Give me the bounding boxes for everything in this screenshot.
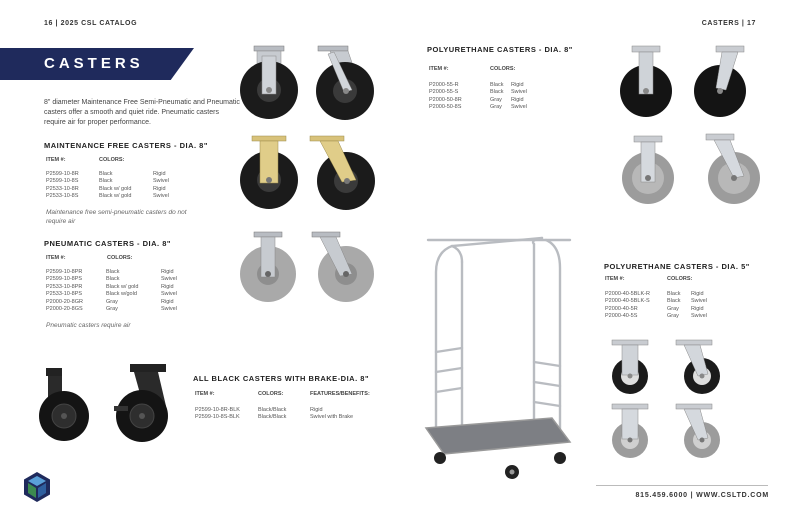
item-number: P2000-55-R <box>429 82 459 88</box>
maintenance-item-header: ITEM #: <box>46 157 66 163</box>
item-type: Rigid <box>161 269 174 275</box>
poly8-section-title: POLYURETHANE CASTERS - DIA. 8" <box>427 45 573 54</box>
item-color: Black <box>99 178 113 185</box>
poly5-section-title: POLYURETHANE CASTERS - DIA. 5" <box>604 262 750 271</box>
item-number: P2000-20-8GR <box>46 298 83 305</box>
table-row <box>605 291 707 298</box>
table-row <box>46 276 177 283</box>
brake-features-header: FEATURES/BENEFITS: <box>310 391 370 397</box>
item-number: P2000-40-5R <box>605 305 638 312</box>
item-color: Black/Black <box>258 407 287 413</box>
pneumatic-item-header: ITEM #: <box>46 255 66 261</box>
pneumatic-colors-header: COLORS: <box>107 255 133 261</box>
caster-image-poly8-gray-swivel <box>700 134 762 208</box>
caster-image-poly5-black-rigid <box>608 340 652 396</box>
item-color: Gray <box>490 96 502 103</box>
caster-image-poly8-black-rigid <box>622 46 680 120</box>
brake-item-header: ITEM #: <box>195 391 215 397</box>
item-type: Swivel <box>511 104 527 111</box>
item-number: P2599-10-8PS <box>46 276 83 283</box>
item-type: Swivel <box>691 298 707 305</box>
item-number: P2000-55-S <box>429 89 459 96</box>
table-row <box>46 284 177 291</box>
caster-image-gray-rigid <box>234 232 302 304</box>
table-row <box>605 298 707 305</box>
item-color: Black <box>490 82 504 88</box>
item-color: Black w/ gold <box>106 283 139 290</box>
item-type: Rigid <box>161 298 174 305</box>
item-color: Black <box>667 291 681 297</box>
table-row <box>605 306 707 313</box>
csl-logo-icon <box>22 472 52 502</box>
table-row <box>195 414 353 421</box>
footer-divider <box>596 485 768 486</box>
item-color: Black/Black <box>258 414 287 421</box>
poly8-colors-header: COLORS: <box>490 66 516 72</box>
page-header-left: 16 | 2025 CSL CATALOG <box>44 20 138 27</box>
item-color: Gray <box>490 104 502 111</box>
item-type: Swivel <box>153 178 169 185</box>
caster-image-poly8-gray-rigid <box>624 136 682 208</box>
pneumatic-section-title: PNEUMATIC CASTERS - DIA. 8" <box>44 239 171 248</box>
maintenance-colors-header: COLORS: <box>99 157 125 163</box>
item-color: Gray <box>106 306 118 313</box>
item-color: Gray <box>106 298 118 305</box>
caster-image-gold-swivel <box>308 136 378 210</box>
item-type: Rigid <box>153 171 166 177</box>
item-color: Black w/ gold <box>99 193 132 200</box>
item-number: P2599-10-8S <box>46 178 79 185</box>
item-number: P2533-10-8S <box>46 193 79 200</box>
item-number: P2533-10-8PR <box>46 283 83 290</box>
item-color: Black w/ gold <box>99 185 132 192</box>
item-type: Swivel <box>691 313 707 320</box>
caster-image-black-swivel <box>308 46 378 120</box>
luggage-cart-image <box>422 232 574 488</box>
item-color: Black <box>667 298 681 305</box>
poly5-item-header: ITEM #: <box>605 276 625 282</box>
item-type: Swivel with Brake <box>310 414 354 421</box>
item-type: Rigid <box>511 96 524 103</box>
caster-image-poly8-black-swivel <box>692 46 754 120</box>
item-number: P2533-10-8PS <box>46 291 83 298</box>
brake-section-title: ALL BLACK CASTERS WITH BRAKE-DIA. 8" <box>193 374 369 383</box>
item-color: Gray <box>667 313 679 320</box>
page-header-right: CASTERS | 17 <box>701 20 756 27</box>
table-row <box>429 97 527 104</box>
footer-contact: 815.459.6000 | WWW.CSLTD.COM <box>635 492 769 499</box>
caster-image-all-black-rigid <box>38 368 100 446</box>
item-color: Black <box>106 269 120 275</box>
item-type: Swivel <box>161 276 177 283</box>
item-type: Rigid <box>310 407 323 413</box>
caster-image-poly5-gray-swivel <box>672 404 720 460</box>
table-row <box>195 407 353 414</box>
item-color: Black w/gold <box>106 291 137 298</box>
pneumatic-note: Pneumatic casters require air <box>46 322 131 329</box>
table-row <box>46 291 177 298</box>
caster-image-poly5-black-swivel <box>672 340 720 396</box>
table-row <box>605 313 707 320</box>
item-number: P2599-10-8R <box>46 171 79 177</box>
item-type: Rigid <box>691 305 704 312</box>
item-type: Swivel <box>161 306 177 313</box>
table-row <box>46 178 169 185</box>
item-number: P2000-50-8R <box>429 96 462 103</box>
maintenance-note: Maintenance free semi-pneumatic casters do not require air <box>46 209 187 225</box>
caster-image-gold-rigid <box>232 136 302 210</box>
table-row <box>46 299 177 306</box>
table-row <box>46 306 177 313</box>
maintenance-table <box>46 171 169 201</box>
poly8-table <box>429 82 527 112</box>
caster-image-gray-swivel <box>310 232 378 304</box>
item-number: P2599-10-8S-BLK <box>195 414 240 421</box>
item-number: P2599-10-8R-BLK <box>195 407 240 413</box>
table-row <box>429 104 527 111</box>
item-number: P2599-10-8PR <box>46 269 83 275</box>
item-number: P2000-50-8S <box>429 104 462 111</box>
item-number: P2000-20-8GS <box>46 306 83 313</box>
item-type: Rigid <box>691 291 704 297</box>
item-type: Swivel <box>511 89 527 96</box>
maintenance-section-title: MAINTENANCE FREE CASTERS - DIA. 8" <box>44 141 208 150</box>
item-type: Rigid <box>511 82 524 88</box>
item-type: Swivel <box>161 291 177 298</box>
brake-colors-header: COLORS: <box>258 391 284 397</box>
item-number: P2000-40-5BLK-R <box>605 291 650 297</box>
page-title: CASTERS <box>44 55 144 72</box>
pneumatic-table <box>46 269 177 313</box>
poly5-colors-header: COLORS: <box>667 276 693 282</box>
table-row <box>46 193 169 200</box>
item-type: Swivel <box>153 193 169 200</box>
item-number: P2000-40-5BLK-S <box>605 298 650 305</box>
intro-text: 8" diameter Maintenance Free Semi-Pneumatic and Pneumatic casters offer a smooth and quiet ride. Pneumatic casters require air for proper performance. <box>44 99 240 126</box>
table-row <box>429 89 527 96</box>
caster-image-black-rigid <box>232 46 302 120</box>
table-row <box>46 171 169 178</box>
poly8-item-header: ITEM #: <box>429 66 449 72</box>
poly5-table <box>605 291 707 321</box>
item-color: Black <box>490 89 504 96</box>
item-color: Black <box>106 276 120 283</box>
item-type: Rigid <box>153 185 166 192</box>
item-color: Black <box>99 171 113 177</box>
item-color: Gray <box>667 305 679 312</box>
table-row <box>46 269 177 276</box>
item-type: Rigid <box>161 283 174 290</box>
table-row <box>46 186 169 193</box>
item-number: P2533-10-8R <box>46 185 79 192</box>
brake-table <box>195 407 353 422</box>
caster-image-poly5-gray-rigid <box>608 404 652 460</box>
table-row <box>429 82 527 89</box>
caster-image-all-black-swivel-brake <box>110 364 176 446</box>
item-number: P2000-40-5S <box>605 313 638 320</box>
